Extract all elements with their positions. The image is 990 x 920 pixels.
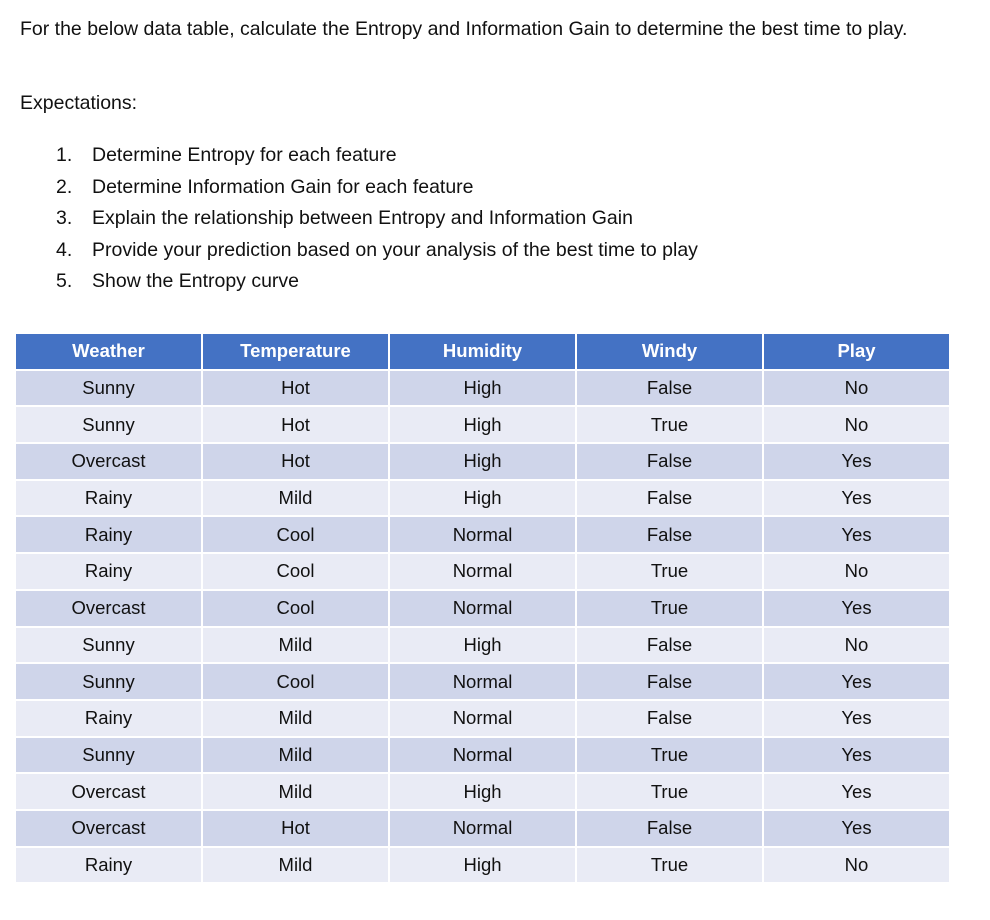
- table-cell: Yes: [763, 737, 950, 774]
- table-row: [15, 553, 950, 590]
- table-cell: Mild: [202, 627, 389, 664]
- table-cell: True: [576, 847, 763, 884]
- item-number: 4.: [56, 238, 73, 261]
- table-cell: No: [763, 553, 950, 590]
- table-cell: Normal: [389, 737, 576, 774]
- table-cell: High: [389, 406, 576, 443]
- table-cell: Yes: [763, 810, 950, 847]
- column-header: Play: [763, 333, 950, 370]
- table-row: [15, 480, 950, 517]
- table-cell: High: [389, 773, 576, 810]
- table-cell: True: [576, 553, 763, 590]
- table-cell: Cool: [202, 663, 389, 700]
- table-header-row: [15, 333, 950, 370]
- table-cell: Mild: [202, 773, 389, 810]
- table-cell: Yes: [763, 590, 950, 627]
- table-cell: Normal: [389, 700, 576, 737]
- table-cell: Hot: [202, 810, 389, 847]
- table-cell: Yes: [763, 700, 950, 737]
- table-cell: Normal: [389, 516, 576, 553]
- table-row: [15, 516, 950, 553]
- column-header: Windy: [576, 333, 763, 370]
- table-cell: Yes: [763, 773, 950, 810]
- table-row: [15, 370, 950, 407]
- expectations-label: Expectations:: [20, 92, 138, 114]
- item-number: 5.: [56, 270, 73, 292]
- item-number: 2.: [56, 175, 73, 198]
- table-cell: True: [576, 773, 763, 810]
- data-table: [14, 332, 951, 884]
- item-number: 1.: [56, 144, 73, 166]
- expectation-item: [56, 266, 698, 298]
- table-cell: High: [389, 370, 576, 407]
- table-cell: Hot: [202, 443, 389, 480]
- table-cell: No: [763, 370, 950, 407]
- table-cell: False: [576, 370, 763, 407]
- table-cell: Normal: [389, 553, 576, 590]
- table-row: [15, 700, 950, 737]
- table-cell: High: [389, 847, 576, 884]
- table-cell: Rainy: [15, 516, 202, 553]
- table-cell: Yes: [763, 516, 950, 553]
- item-text: Explain the relationship between Entropy and Information Gain: [92, 207, 633, 229]
- table-cell: Overcast: [15, 443, 202, 480]
- table-cell: True: [576, 590, 763, 627]
- table-cell: Yes: [763, 663, 950, 700]
- table-cell: Mild: [202, 700, 389, 737]
- expectation-item: [56, 235, 698, 267]
- table-cell: Normal: [389, 590, 576, 627]
- table-cell: Rainy: [15, 847, 202, 884]
- item-text: Determine Entropy for each feature: [92, 144, 397, 166]
- column-header: Humidity: [389, 333, 576, 370]
- table-cell: Normal: [389, 810, 576, 847]
- expectation-item: [56, 203, 698, 235]
- table-cell: Normal: [389, 663, 576, 700]
- table-cell: False: [576, 516, 763, 553]
- table-row: [15, 590, 950, 627]
- table-cell: Cool: [202, 553, 389, 590]
- item-text: Show the Entropy curve: [92, 270, 300, 292]
- table-cell: False: [576, 663, 763, 700]
- table-cell: Rainy: [15, 700, 202, 737]
- table-cell: Yes: [763, 443, 950, 480]
- table-row: [15, 810, 950, 847]
- expectation-item: [56, 172, 698, 204]
- table-cell: High: [389, 480, 576, 517]
- table-cell: High: [389, 627, 576, 664]
- table-cell: Mild: [202, 847, 389, 884]
- table-row: [15, 443, 950, 480]
- table-row: [15, 773, 950, 810]
- table-cell: True: [576, 737, 763, 774]
- table-cell: Mild: [202, 480, 389, 517]
- table-cell: High: [389, 443, 576, 480]
- instructions-text: For the below data table, calculate the Entropy and Information Gain to determine the best time to play.: [20, 18, 908, 40]
- expectation-item: [56, 140, 698, 172]
- table-cell: No: [763, 627, 950, 664]
- table-cell: False: [576, 700, 763, 737]
- table-cell: False: [576, 810, 763, 847]
- table-cell: False: [576, 443, 763, 480]
- table-cell: Sunny: [15, 663, 202, 700]
- table-row: [15, 737, 950, 774]
- table-cell: Hot: [202, 370, 389, 407]
- table-cell: Sunny: [15, 406, 202, 443]
- table-cell: Sunny: [15, 737, 202, 774]
- table-cell: Yes: [763, 480, 950, 517]
- table-row: [15, 663, 950, 700]
- item-text: Provide your prediction based on your analysis of the best time to play: [92, 238, 698, 261]
- table-row: [15, 847, 950, 884]
- table-cell: No: [763, 406, 950, 443]
- item-number: 3.: [56, 207, 73, 229]
- table-cell: Rainy: [15, 553, 202, 590]
- table-cell: Overcast: [15, 810, 202, 847]
- table-cell: Overcast: [15, 590, 202, 627]
- table-cell: Hot: [202, 406, 389, 443]
- table-cell: Overcast: [15, 773, 202, 810]
- table-cell: True: [576, 406, 763, 443]
- table-cell: Mild: [202, 737, 389, 774]
- table-row: [15, 627, 950, 664]
- table-cell: Cool: [202, 516, 389, 553]
- item-text: Determine Information Gain for each feature: [92, 175, 474, 198]
- table-row: [15, 406, 950, 443]
- table-cell: Rainy: [15, 480, 202, 517]
- table-cell: Sunny: [15, 627, 202, 664]
- table-cell: False: [576, 627, 763, 664]
- table-cell: Sunny: [15, 370, 202, 407]
- table-cell: No: [763, 847, 950, 884]
- expectations-list: [56, 140, 698, 298]
- column-header: Temperature: [202, 333, 389, 370]
- table-cell: False: [576, 480, 763, 517]
- table-cell: Cool: [202, 590, 389, 627]
- column-header: Weather: [15, 333, 202, 370]
